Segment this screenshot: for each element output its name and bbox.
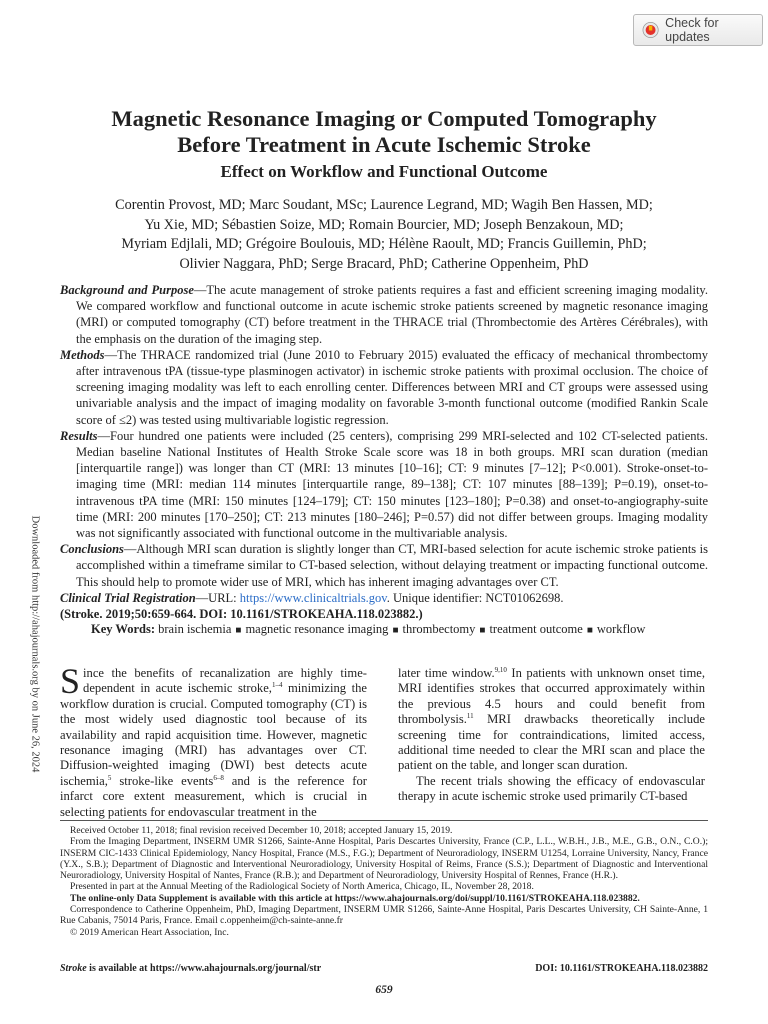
abstract-background: Background and Purpose—The acute management of stroke patients requires a fast and efficient screening imaging modality. We compared workflow and functional outcome in acute ischemic stroke patients screened by magnetic resonance imaging (MRI) or computed tomography (CT) before treatment in the THRACE trial (Thrombectomie des Artères Cérébrales), with the emphasis on the duration of the imaging step.	[60, 283, 708, 346]
article-title: Magnetic Resonance Imaging or Computed Tomography Before Treatment in Acute Ischemic Stroke	[111, 106, 657, 157]
footnote-divider	[60, 820, 708, 821]
check-for-updates-button[interactable]	[633, 14, 763, 46]
abstract-methods: Methods—The THRACE randomized trial (June 2010 to February 2015) evaluated the efficacy of mechanical thrombectomy after intravenous tPA (tissue-type plasminogen activator) in ischemic stroke patients with proximal occlusion. The choice of screening imaging modality was left to each enrolling center. Differences between MRI and CT groups were assessed using univariable analysis and the impact of imaging modality on favorable 3-month functional outcome (modified Rankin Scale score of ≤2) was tested using multivariable logistic regression.	[60, 347, 708, 427]
journal-availability: Stroke is available at https://www.ahajournals.org/journal/str	[60, 963, 322, 974]
page-number: 659	[375, 984, 393, 996]
download-watermark: Downloaded from http://ahajournals.org by on June 26, 2024	[29, 515, 41, 773]
abstract	[60, 282, 708, 622]
abstract-registration: Clinical Trial Registration—URL: https://www.clinicaltrials.gov. Unique identifier: NCT01062698.	[60, 590, 564, 605]
article-subtitle: Effect on Workflow and Functional Outcome	[220, 162, 548, 181]
keywords: Key Words: brain ischemia ■ magnetic resonance imaging ■ thrombectomy ■ treatment outcome ■ workflow	[91, 622, 646, 636]
author-list: Corentin Provost, MD; Marc Soudant, MSc; Laurence Legrand, MD; Wagih Ben Hassen, MD; Yu Xie, MD; Sébastien Soize, MD; Romain Bourcier, MD; Joseph Benzakoun, MD; Myriam Edjlali, MD; Grégoire Boulouis, MD; Hélène Raoult, MD; Francis Guillemin, PhD; Olivier Naggara, PhD; Serge Bracard, PhD; Catherine Oppenheim, PhD	[115, 197, 653, 272]
check-for-updates-label: Check for updates	[665, 16, 719, 44]
article-notes: Received October 11, 2018; final revision received December 10, 2018; accepted January 15, 2019. From the Imaging Department, INSERM UMR S1266, Sainte-Anne Hospital, Paris Descartes University, France (C.P., L.L., W.B.H., J.B., M.E., G.B., O.N., C.O.); INSERM CIC-1433 Clinical Epidemiology, Nancy Hospital, France (M.S., F.G.); Department of Neuroradiology, INSERM U1254, Lorraine University, Nancy, France (Y.X., S.B.); Department of Diagnostic and Interventional Neuroradiology, University Hospital of Reims, France (S.S.); Department of Diagnostic and Interventional Neuroradiology, University Hospital of Nantes, France (R.B.); and Department of Neuroradiology, University Hospital of Rennes, France (H.R.). Presented in part at the Annual Meeting of the Radiological Society of North America, Chicago, IL, November 28, 2018. The online-only Data Supplement is available with this article at https://www.ahajournals.org/doi/suppl/10.1161/STROKEAHA.118.023882. Correspondence to Catherine Oppenheim, PhD, Imaging Department, INSERM UMR S1266, Sainte-Anne Hospital, Paris Descartes University, CH Sainte-Anne, 1 Rue Cabanis, 75014 Paris, France. Email c.oppenheim@ch-sainte-anne.fr © 2019 American Heart Association, Inc.	[60, 825, 708, 938]
body-column-right: later time window.$^{9,10}$ In patients with unknown onset time, MRI identifies strokes that occurred approximately within the previous 4.5 hours and could benefit from thrombolysis.$^{11}$ MRI drawbacks theoretically include screening time for contraindications, limited access, additional time needed to clear the MRI scan and place the patient on the table, and longer scan duration. The recent trials showing the efficacy of endovascular therapy in acute ischemic stroke used primarily CT-based	[398, 665, 705, 804]
citation: (Stroke. 2019;50:659-664. DOI: 10.1161/STROKEAHA.118.023882.)	[60, 607, 423, 622]
footer-doi: DOI: 10.1161/STROKEAHA.118.023882	[535, 963, 708, 974]
update-badge-icon	[642, 21, 659, 39]
abstract-conclusions: Conclusions—Although MRI scan duration is slightly longer than CT, MRI-based selection for acute ischemic stroke patients is accomplished within a timeframe similar to CT-based selection, without delaying treatment or impacting functional outcome. This should help to promote wider use of MRI, which has inherent imaging advantages over CT.	[60, 542, 708, 589]
drop-cap: S	[60, 661, 81, 701]
clinicaltrials-link[interactable]: https://www.clinicaltrials.gov	[239, 590, 387, 605]
body-column-left: Since the benefits of recanalization are highly time-dependent in acute ischemic stroke,$^{1-4}$ minimizing the workflow duration is crucial. Computed tomography (CT) is the most widely used diagnostic tool because of its availability and rapid acquisition time. However, magnetic resonance imaging (MRI) has advantages over CT. Diffusion-weighted imaging (DWI) best detects acute ischemia,$^5$ stroke-like events$^{6-8}$ and is the reference for infarct core extent measurement, which is crucial in selecting patients for endovascular treatment in the	[60, 661, 367, 819]
abstract-results: Results—Four hundred one patients were included (25 centers), comprising 299 MRI-selected and 102 CT-selected patients. Median baseline National Institutes of Health Stroke Scale score was 18 in both groups. MRI scan duration (median [interquartile range]) was longer than CT (MRI: 13 minutes [10–16]; CT: 9 minutes [7–12]; P<0.001). Stroke-onset-to-imaging time (MRI: median 114 minutes [interquartile range, 89–138]; CT: 107 minutes [88–139]; P=0.19), onset-to-intravenous tPA time (MRI: 150 minutes [124–179]; CT: 150 minutes [123–180]; P=0.38) and onset-to-angiography-suite time (MRI: 200 minutes [170–250]; CT: 213 minutes [180–246]; P=0.57) did not differ between groups. Imaging modality was not significantly associated with functional outcome in the multivariable analysis.	[60, 428, 708, 541]
